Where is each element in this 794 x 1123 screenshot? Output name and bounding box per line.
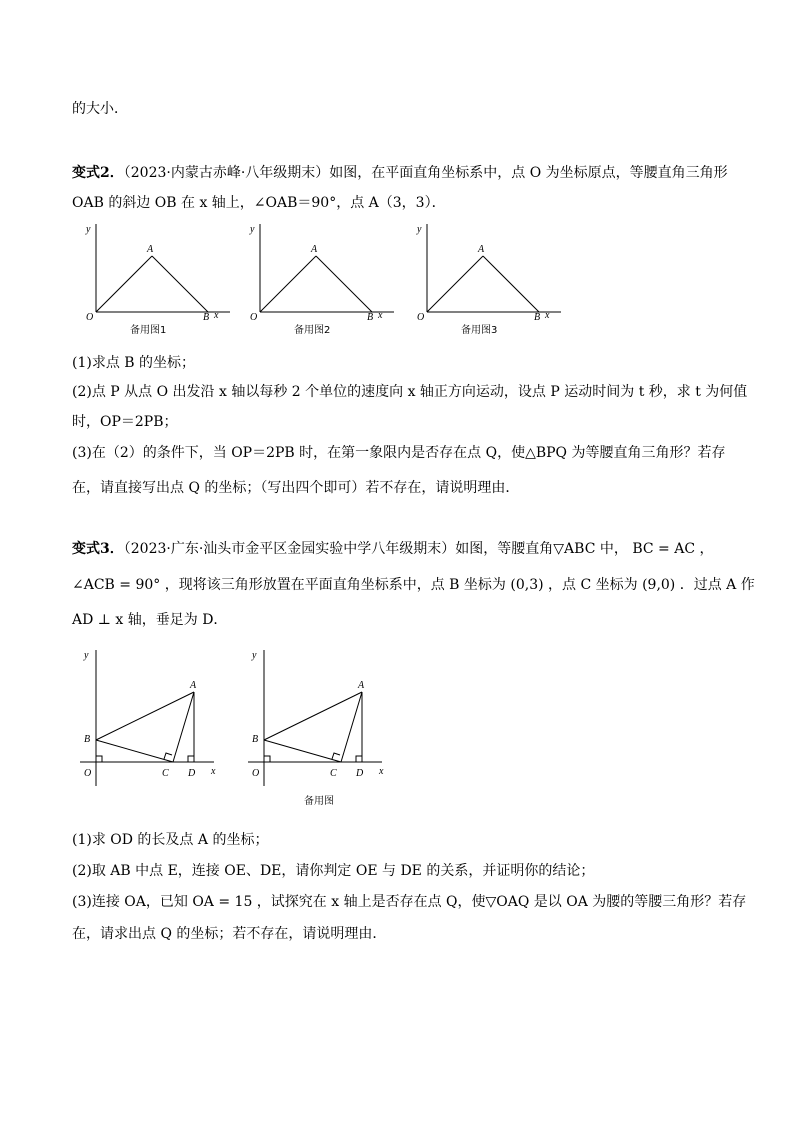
v2-fig2-y-label: y: [250, 224, 255, 235]
v2-figure-3: [413, 220, 563, 340]
v2-fig2-a-label: A: [311, 244, 318, 255]
v3-fig2-caption: 备用图: [304, 796, 334, 807]
v3-source: （2023·广东·汕头市金平区金园实验中学八年级期末）: [123, 541, 456, 557]
v3-figure-2: [246, 646, 396, 816]
v3-fig2-x-label: x: [379, 766, 384, 777]
v3-fig2-a-label: A: [358, 680, 365, 691]
v3-fig1-a-label: A: [190, 680, 197, 691]
v2-figure-1: [82, 220, 232, 340]
v2-fig1-b-label: B: [203, 312, 210, 323]
v3-fig1-d-label: D: [188, 768, 196, 779]
v3-line1: [72, 540, 713, 558]
v2-fig1-a-label: A: [147, 244, 154, 255]
v2-line2: OAB 的斜边 OB 在 x 轴上，∠OAB＝90°，点 A（3，3）．: [72, 195, 446, 211]
v2-figure-2: [246, 220, 396, 340]
v2-fig2-o-label: O: [250, 312, 258, 323]
v2-fig3-o-label: O: [417, 312, 425, 323]
v2-line1: [72, 164, 728, 182]
v3-fig2-o-label: O: [252, 768, 260, 779]
v2-fig3-a-label: A: [478, 244, 485, 255]
v3-q3-line2: 在，请求出点 Q 的坐标；若不存在，请说明理由．: [72, 926, 387, 942]
v3-fig1-o-label: O: [84, 768, 92, 779]
v3-line1-rest: 如图，等腰直角▽ABC 中， BC = AC ，: [455, 541, 714, 557]
v2-fig1-caption: 备用图1: [130, 325, 167, 336]
v3-fig1-b-label: B: [84, 734, 91, 745]
v2-q3-line2: 在，请直接写出点 Q 的坐标；（写出四个即可）若不存在，请说明理由．: [72, 480, 520, 496]
v2-q2-line1: (2)点 P 从点 O 出发沿 x 轴以每秒 2 个单位的速度向 x 轴正方向运动，设点 P 运动时间为 t 秒，求 t 为何值: [72, 384, 748, 400]
v3-q2: (2)取 AB 中点 E，连接 OE、DE，请你判定 OE 与 DE 的关系，并证明你的结论；: [72, 863, 595, 879]
v3-q1: (1)求 OD 的长及点 A 的坐标；: [72, 832, 269, 848]
v2-fig3-b-label: B: [534, 312, 541, 323]
v2-q1: (1)求点 B 的坐标；: [72, 355, 196, 371]
v3-fig2-b-label: B: [252, 734, 259, 745]
v2-fig1-y-label: y: [86, 224, 91, 235]
v2-fig1-x-label: x: [214, 310, 219, 321]
v3-fig1-x-label: x: [211, 766, 216, 777]
v2-q3-line1: (3)在（2）的条件下，当 OP＝2PB 时，在第一象限内是否存在点 Q，使△BPQ 为等腰直角三角形？若存: [72, 445, 726, 461]
v3-fig2-d-label: D: [356, 768, 364, 779]
v2-fig1-o-label: O: [86, 312, 94, 323]
v3-figure-1: [78, 646, 228, 816]
v3-fig2-y-label: y: [252, 650, 257, 661]
v2-fig3-caption: 备用图3: [461, 325, 498, 336]
v2-fig2-x-label: x: [378, 310, 383, 321]
v3-fig1-y-label: y: [84, 650, 89, 661]
v3-q3-line1: (3)连接 OA，已知 OA = 15 ，试探究在 x 轴上是否存在点 Q，使▽OAQ 是以 OA 为腰的等腰三角形？若存: [72, 894, 747, 910]
v3-label: 变式3．: [72, 541, 124, 557]
prev-text-end: 的大小．: [72, 101, 128, 117]
v3-line2: ∠ACB = 90° ，现将该三角形放置在平面直角坐标系中，点 B 坐标为 (0,3) ，点 C 坐标为 (9,0) ．过点 A 作: [72, 577, 755, 593]
v3-fig2-c-label: C: [330, 768, 337, 779]
v2-fig2-caption: 备用图2: [294, 325, 331, 336]
v2-line1-rest: 如图，在平面直角坐标系中，点 O 为坐标原点，等腰直角三角形: [329, 165, 728, 181]
v2-q2-line2: 时，OP＝2PB；: [72, 414, 178, 430]
v2-fig2-b-label: B: [367, 312, 374, 323]
v2-fig3-y-label: y: [417, 224, 422, 235]
v3-line3: AD ⊥ x 轴，垂足为 D．: [72, 612, 228, 628]
v2-source: （2023·内蒙古赤峰·八年级期末）: [123, 165, 330, 181]
v2-fig3-x-label: x: [545, 310, 550, 321]
v3-fig1-c-label: C: [162, 768, 169, 779]
v2-label: 变式2．: [72, 165, 124, 181]
